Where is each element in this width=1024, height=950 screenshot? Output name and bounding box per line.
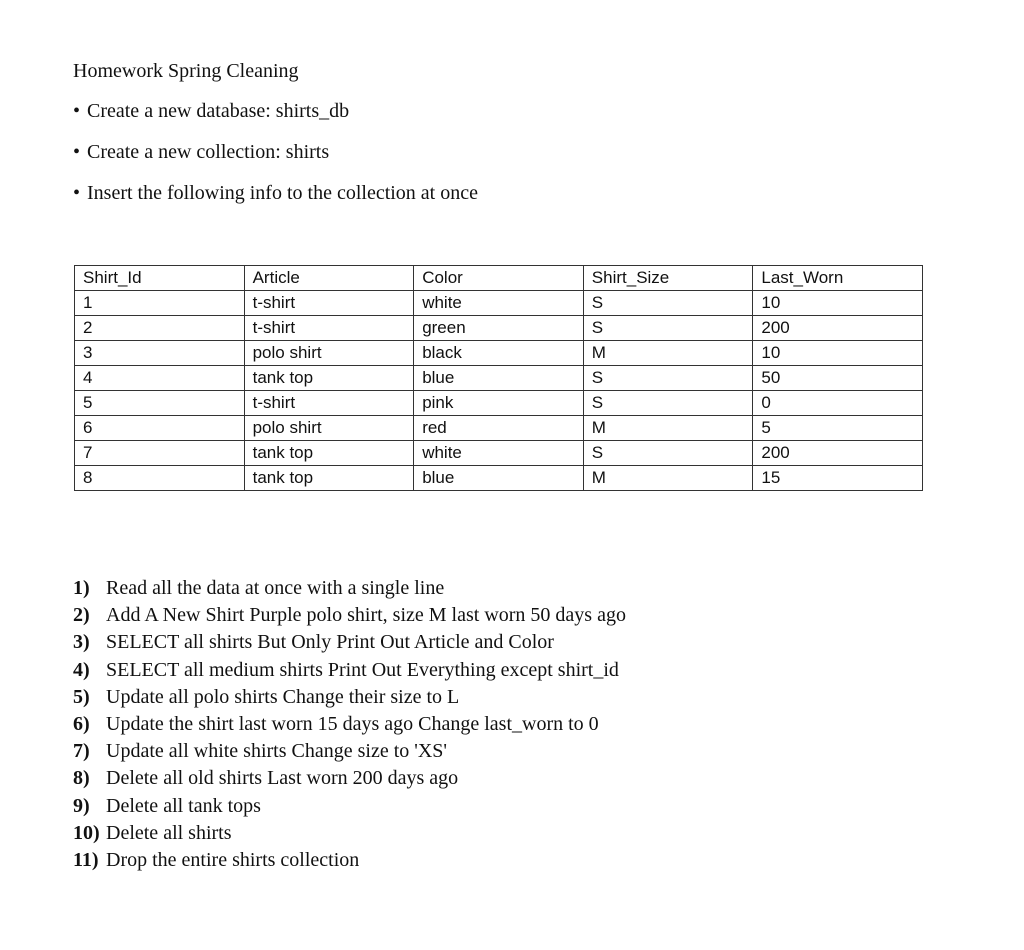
table-row	[75, 441, 923, 466]
task-text: Update the shirt last worn 15 days ago Change last_worn to 0	[106, 712, 599, 735]
task-text: Delete all tank tops	[106, 794, 261, 817]
header-shirt-id: Shirt_Id	[75, 266, 245, 291]
task-number: 3)	[73, 631, 90, 654]
task-text: Drop the entire shirts collection	[106, 848, 360, 871]
cell-color: green	[414, 316, 584, 341]
cell-article: polo shirt	[244, 341, 414, 366]
cell-shirt-id: 5	[75, 391, 245, 416]
task-text: Delete all old shirts Last worn 200 days ago	[106, 767, 459, 790]
header-last-worn: Last_Worn	[753, 266, 923, 291]
table-row	[75, 391, 923, 416]
task-number: 2)	[73, 604, 90, 627]
bullet-text: Create a new database: shirts_db	[87, 100, 350, 122]
task-item	[73, 602, 626, 629]
table-row	[75, 416, 923, 441]
header-shirt-size: Shirt_Size	[583, 266, 753, 291]
bullet-icon: •	[73, 141, 81, 163]
header-color: Color	[414, 266, 584, 291]
task-number: 11)	[73, 848, 99, 871]
document-title: Homework Spring Cleaning	[73, 60, 299, 82]
cell-article: tank top	[244, 466, 414, 491]
task-text: Delete all shirts	[106, 821, 232, 844]
cell-color: blue	[414, 366, 584, 391]
bullet-icon: •	[73, 100, 81, 122]
task-item	[73, 793, 626, 820]
cell-shirt-id: 1	[75, 291, 245, 316]
cell-last-worn: 15	[753, 466, 923, 491]
cell-shirt-size: S	[583, 441, 753, 466]
task-number: 7)	[73, 740, 90, 763]
cell-last-worn: 200	[753, 441, 923, 466]
cell-color: blue	[414, 466, 584, 491]
cell-last-worn: 5	[753, 416, 923, 441]
task-text: Read all the data at once with a single line	[106, 577, 445, 599]
task-number: 8)	[73, 767, 90, 790]
bullet-icon: •	[73, 182, 81, 204]
cell-shirt-id: 2	[75, 316, 245, 341]
task-number: 1)	[73, 577, 90, 599]
shirts-table	[74, 265, 923, 491]
task-text: Add A New Shirt Purple polo shirt, size M last worn 50 days ago	[106, 604, 626, 627]
cell-article: t-shirt	[244, 391, 414, 416]
cell-shirt-size: S	[583, 391, 753, 416]
cell-shirt-id: 4	[75, 366, 245, 391]
task-number: 5)	[73, 685, 90, 708]
cell-last-worn: 10	[753, 341, 923, 366]
task-item	[73, 820, 626, 847]
cell-shirt-id: 6	[75, 416, 245, 441]
task-text: SELECT all medium shirts Print Out Everything except shirt_id	[106, 658, 619, 681]
task-item	[73, 629, 626, 656]
task-item	[73, 684, 626, 711]
task-text: Update all polo shirts Change their size to L	[106, 685, 460, 708]
cell-article: t-shirt	[244, 316, 414, 341]
cell-article: polo shirt	[244, 416, 414, 441]
cell-shirt-id: 8	[75, 466, 245, 491]
cell-color: pink	[414, 391, 584, 416]
bullet-text: Insert the following info to the collection at once	[87, 182, 478, 204]
table-row	[75, 316, 923, 341]
bullet-item	[73, 139, 478, 165]
cell-article: tank top	[244, 366, 414, 391]
table-row	[75, 341, 923, 366]
cell-color: white	[414, 291, 584, 316]
task-item	[73, 657, 626, 684]
task-text: Update all white shirts Change size to 'XS'	[106, 740, 448, 763]
task-number: 6)	[73, 712, 90, 735]
bullet-text: Create a new collection: shirts	[87, 141, 330, 163]
task-item	[73, 765, 626, 792]
task-item	[73, 738, 626, 765]
task-number: 4)	[73, 658, 90, 681]
task-text: SELECT all shirts But Only Print Out Article and Color	[106, 631, 554, 654]
cell-last-worn: 10	[753, 291, 923, 316]
header-article: Article	[244, 266, 414, 291]
cell-article: tank top	[244, 441, 414, 466]
bullet-item	[73, 180, 478, 206]
task-item	[73, 575, 626, 602]
cell-color: white	[414, 441, 584, 466]
task-number: 10)	[73, 821, 100, 844]
cell-article: t-shirt	[244, 291, 414, 316]
cell-color: red	[414, 416, 584, 441]
cell-shirt-size: M	[583, 341, 753, 366]
cell-shirt-id: 7	[75, 441, 245, 466]
cell-shirt-size: M	[583, 416, 753, 441]
cell-last-worn: 200	[753, 316, 923, 341]
task-number: 9)	[73, 794, 90, 817]
cell-color: black	[414, 341, 584, 366]
table-row	[75, 466, 923, 491]
cell-last-worn: 0	[753, 391, 923, 416]
setup-bullet-list	[73, 98, 478, 221]
cell-shirt-id: 3	[75, 341, 245, 366]
task-list	[73, 575, 626, 874]
table-row	[75, 366, 923, 391]
cell-shirt-size: S	[583, 291, 753, 316]
cell-last-worn: 50	[753, 366, 923, 391]
table-header-row	[75, 266, 923, 291]
task-item	[73, 847, 626, 874]
table-row	[75, 291, 923, 316]
cell-shirt-size: M	[583, 466, 753, 491]
cell-shirt-size: S	[583, 366, 753, 391]
cell-shirt-size: S	[583, 316, 753, 341]
task-item	[73, 711, 626, 738]
bullet-item	[73, 98, 478, 124]
